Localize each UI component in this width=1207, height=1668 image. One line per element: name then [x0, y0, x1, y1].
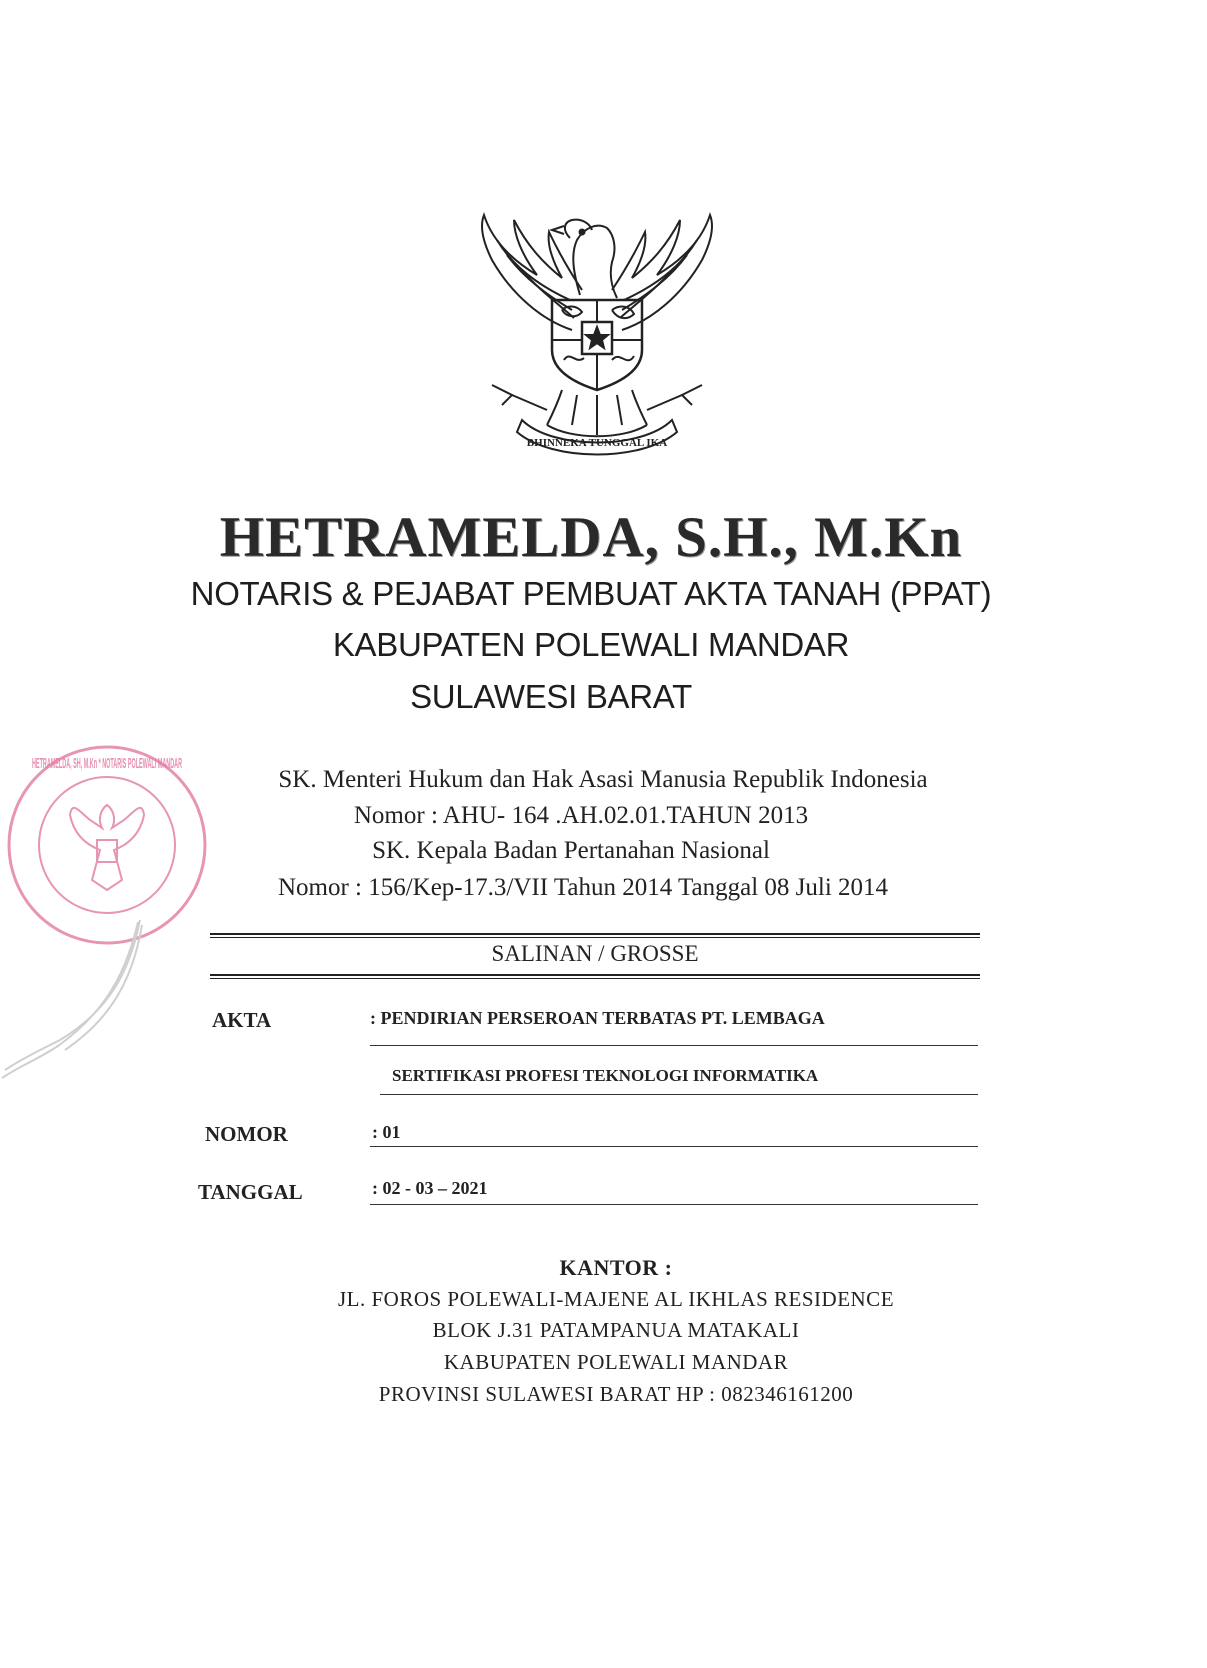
emblem-motto: BHINNEKA TUNGGAL IKA: [526, 437, 668, 449]
notary-name: HETRAMELDA, S.H., M.Kn: [219, 506, 963, 569]
office-address-line-4: PROVINSI SULAWESI BARAT HP : 082346161200: [378, 1382, 854, 1406]
bottom-divider-thin: [210, 978, 980, 979]
decree-line-3: SK. Kepala Badan Pertanahan Nasional: [372, 837, 770, 864]
nomor-underline: [370, 1146, 978, 1147]
seal-text: HETRAMELDA, SH, M.Kn * NOTARIS POLEWALI MANDAR: [32, 755, 183, 772]
office-address-line-1: JL. FOROS POLEWALI-MAJENE AL IKHLAS RESIDENCE: [337, 1287, 895, 1311]
document-type: SALINAN / GROSSE: [491, 941, 699, 966]
decree-line-1: SK. Menteri Hukum dan Hak Asasi Manusia Republik Indonesia: [278, 766, 928, 793]
akta-value-line-2: SERTIFIKASI PROFESI TEKNOLOGI INFORMATIKA: [392, 1066, 819, 1085]
top-divider: [210, 933, 980, 935]
tanggal-underline: [370, 1204, 978, 1205]
office-address-line-2: BLOK J.31 PATAMPANUA MATAKALI: [432, 1318, 800, 1342]
notary-province: SULAWESI BARAT: [410, 678, 692, 715]
decree-line-2: Nomor : AHU- 164 .AH.02.01.TAHUN 2013: [353, 802, 809, 829]
nomor-value: : 01: [372, 1122, 401, 1142]
notary-region: KABUPATEN POLEWALI MANDAR: [332, 626, 850, 663]
top-divider-thin: [210, 937, 980, 938]
akta-label: AKTA: [212, 1008, 272, 1032]
garuda-emblem-icon: [452, 200, 742, 470]
nomor-label: NOMOR: [205, 1122, 288, 1146]
office-address-line-3: KABUPATEN POLEWALI MANDAR: [443, 1350, 789, 1374]
tanggal-value: : 02 - 03 – 2021: [372, 1178, 488, 1198]
akta-underline-1: [370, 1045, 978, 1046]
binding-string-icon: [0, 900, 160, 1100]
akta-value-line-1: : PENDIRIAN PERSEROAN TERBATAS PT. LEMBAGA: [370, 1008, 825, 1028]
notary-title: NOTARIS & PEJABAT PEMBUAT AKTA TANAH (PPAT): [190, 575, 992, 612]
bottom-divider: [210, 974, 980, 976]
akta-underline-2: [380, 1094, 978, 1095]
decree-line-4: Nomor : 156/Kep-17.3/VII Tahun 2014 Tanggal 08 Juli 2014: [277, 874, 889, 901]
tanggal-label: TANGGAL: [198, 1180, 303, 1204]
office-label: KANTOR :: [559, 1255, 673, 1280]
